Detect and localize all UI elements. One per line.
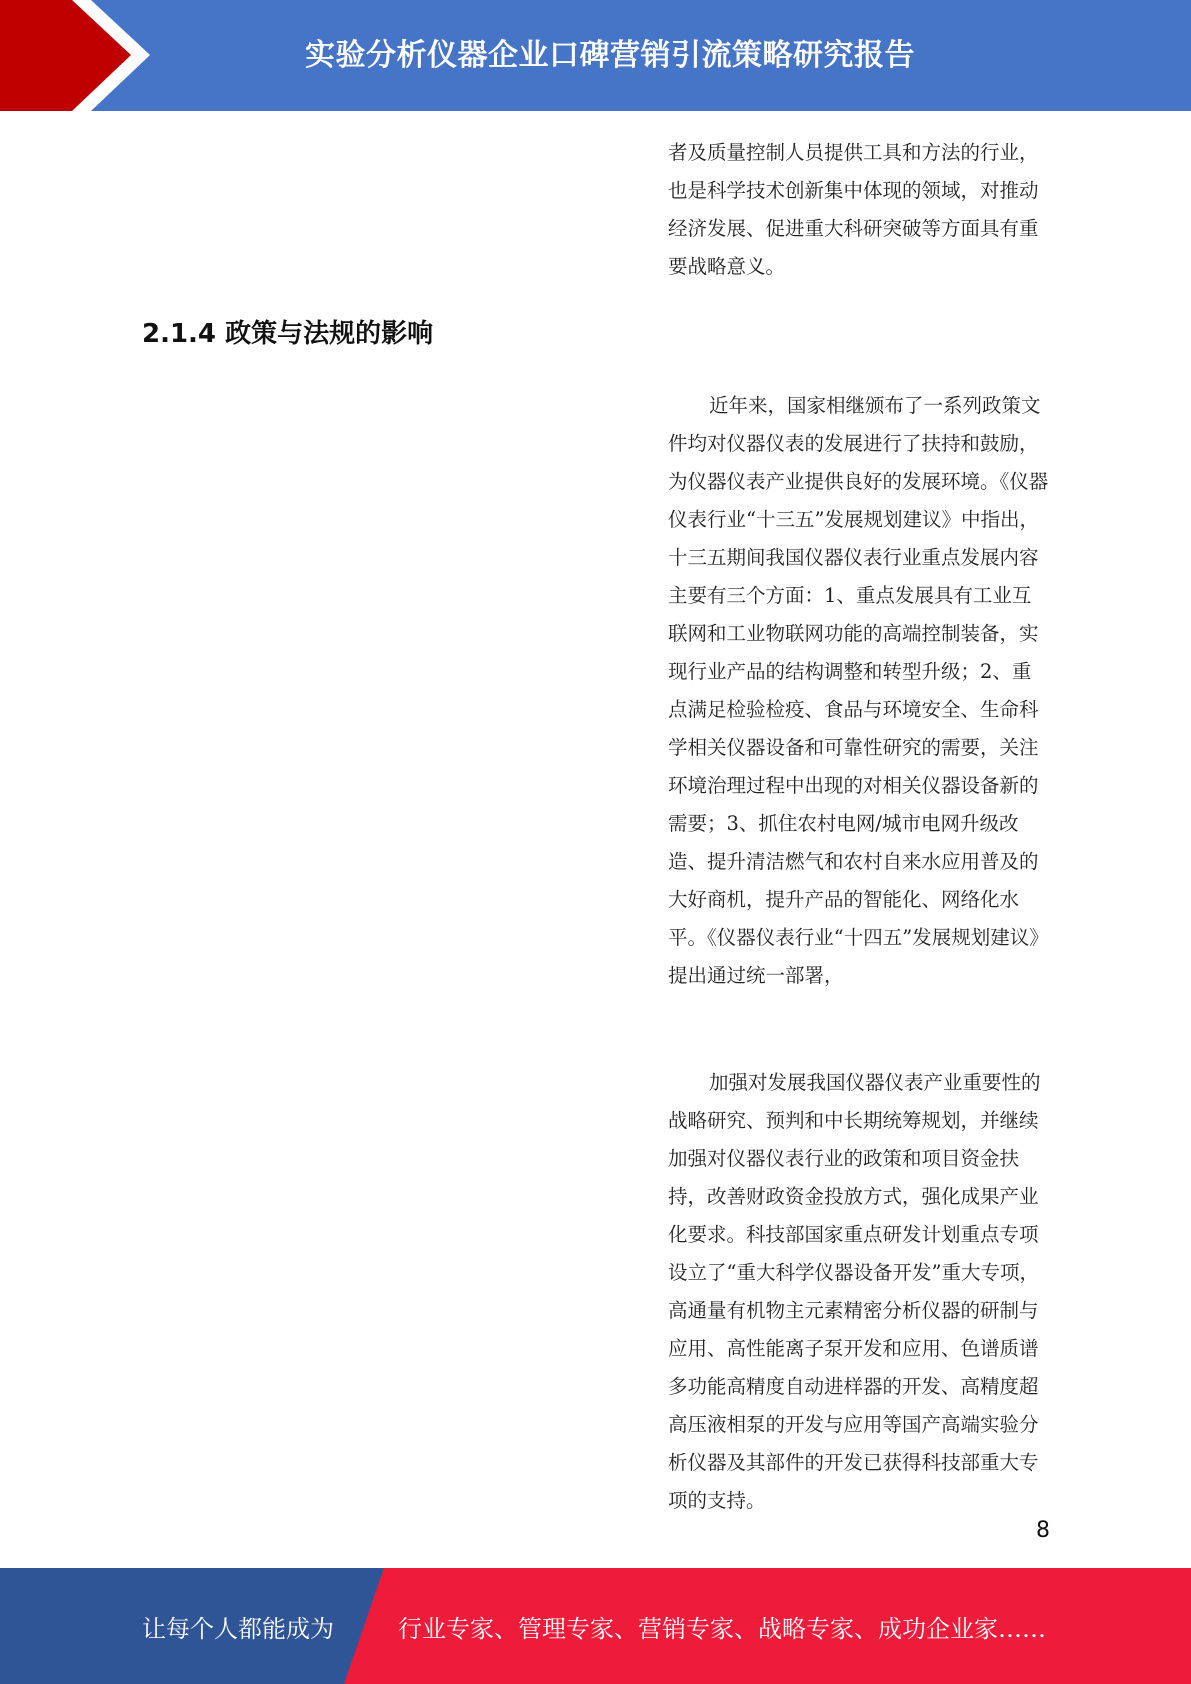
header-title: 实验分析仪器企业口碑营销引流策略研究报告 <box>305 38 915 73</box>
intro-text-block <box>668 134 1050 286</box>
footer-slogan-left: 让每个人都能成为 <box>142 1614 334 1643</box>
section-paragraph-2-block <box>668 1064 1050 1520</box>
section-heading: 2.1.4 政策与法规的影响 <box>142 319 434 349</box>
section-paragraph-1: 近年来，国家相继颁布了一系列政策文件均对仪器仪表的发展进行了扶持和鼓励，为仪器仪表产业提供良好的发展环境。《仪器仪表行业“十三五”发展规划建议》中指出，十三五期间我国仪器仪表行业重点发展内容主要有三个方面：1、重点发展具有工业互联网和工业物联网功能的高端控制装备，实现行业产品的结构调整和转型升级；2、重点满足检验检疫、食品与环境安全、生命科学相关仪器设备和可靠性研究的需要，关注环境治理过程中出现的对相关仪器设备新的需要；3、抓住农村电网/城市电网升级改造、提升清洁燃气和农村自来水应用普及的大好商机，提升产品的智能化、网络化水平。《仪器仪表行业“十四五”发展规划建议》提出通过统一部署， <box>668 394 1049 987</box>
footer-slogan-right: 行业专家、管理专家、营销专家、战略专家、成功企业家…… <box>398 1614 1046 1643</box>
page-footer <box>0 1568 1191 1684</box>
intro-paragraph: 者及质量控制人员提供工具和方法的行业，也是科学技术创新集中体现的领域，对推动经济发展、促进重大科研突破等方面具有重要战略意义。 <box>668 141 1039 278</box>
page-header <box>0 0 1191 111</box>
page-number: 8 <box>1036 1518 1050 1543</box>
section-paragraph-2: 加强对发展我国仪器仪表产业重要性的战略研究、预判和中长期统筹规划，并继续加强对仪器仪表行业的政策和项目资金扶持，改善财政资金投放方式，强化成果产业化要求。科技部国家重点研发计划重点专项设立了“重大科学仪器设备开发”重大专项，高通量有机物主元素精密分析仪器的研制与应用、高性能离子泵开发和应用、色谱质谱多功能高精度自动进样器的开发、高精度超高压液相泵的开发与应用等国产高端实验分析仪器及其部件的开发已获得科技部重大专项的支持。 <box>668 1071 1041 1512</box>
section-paragraph-1-block <box>668 387 1050 995</box>
